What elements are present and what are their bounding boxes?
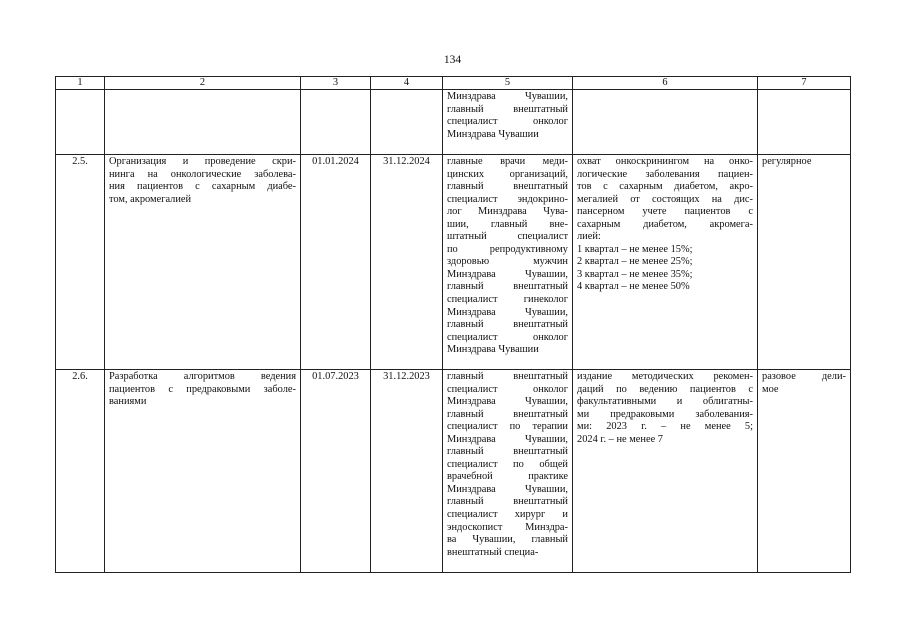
text-line: по репродуктивному [447, 243, 568, 255]
text-line: Минздрава Чувашии, [447, 91, 568, 102]
text-line: Минздрава Чувашии, [447, 268, 568, 280]
row-title [105, 90, 301, 155]
text-line: пациентов с предраковыми заболе- [109, 383, 296, 395]
indicator-list [577, 244, 753, 294]
text-line: главный внештатный [447, 281, 568, 293]
text-line: специалист онколог [447, 116, 568, 128]
text-line: тов с сахарным диабетом, акро- [577, 181, 753, 193]
column-number-1: 1 [56, 77, 105, 90]
text-line: специалист эндокрино- [447, 193, 568, 205]
text-line: Минздрава Чувашии [447, 344, 539, 356]
text-line: мое [762, 383, 779, 395]
text-line: ния пациентов с сахарным диабе- [109, 181, 296, 193]
text-line: ва Чувашии, главный [447, 534, 568, 546]
text-line: издание методических рекомен- [577, 371, 753, 382]
indicator [573, 155, 758, 370]
text-line: даций по ведению пациентов с [577, 383, 753, 395]
text-line: ми предраковыми заболевания- [577, 408, 753, 420]
table-row [56, 90, 851, 155]
text-line: главный внештатный [447, 371, 568, 382]
column-number-5: 5 [443, 77, 573, 90]
text-line: Минздрава Чувашии, [447, 396, 568, 408]
text-line: главный внештатный [447, 103, 568, 115]
column-number-2: 2 [105, 77, 301, 90]
text-line: 2024 г. – не менее 7 [577, 433, 663, 445]
text-line: здоровью мужчин [447, 256, 568, 268]
column-number-7: 7 [758, 77, 851, 90]
row-number [56, 90, 105, 155]
text-line: цинских организаций, [447, 168, 568, 180]
text-line: пансерном учете пациентов с [577, 206, 753, 218]
execution-type [758, 90, 851, 155]
text-line: Минздрава Чувашии [447, 128, 539, 140]
end-date: 31.12.2023 [371, 370, 443, 573]
start-date: 01.07.2023 [301, 370, 371, 573]
text-line: специалист онколог [447, 331, 568, 343]
row-title [105, 370, 301, 573]
text-line: главный внештатный [447, 181, 568, 193]
text-line: мегалией от состоящих на дис- [577, 193, 753, 205]
indicator [573, 370, 758, 573]
text-line: регулярное [762, 156, 812, 167]
text-line: Разработка алгоритмов ведения [109, 371, 296, 382]
page-number: 134 [443, 54, 462, 66]
indicator [573, 90, 758, 155]
row-number: 2.6. [56, 370, 105, 573]
row-number: 2.5. [56, 155, 105, 370]
start-date [301, 90, 371, 155]
text-line: логические заболевания пациен- [577, 168, 753, 180]
indicator-text [577, 156, 753, 244]
column-number-6: 6 [573, 77, 758, 90]
text-line: главные врачи меди- [447, 156, 568, 167]
plan-table [55, 76, 851, 573]
text-line: 4 квартал – не менее 50% [577, 281, 690, 293]
start-date: 01.01.2024 [301, 155, 371, 370]
text-line: специалист гинеколог [447, 294, 568, 306]
text-line: Организация и проведение скри- [109, 156, 296, 167]
column-number-row [56, 77, 851, 90]
text-line: 1 квартал – не менее 15%; [577, 243, 693, 255]
end-date: 31.12.2024 [371, 155, 443, 370]
column-number-4: 4 [371, 77, 443, 90]
text-line: Минздрава Чувашии, [447, 433, 568, 445]
text-line: главный внештатный [447, 446, 568, 458]
text-line: лог Минздрава Чува- [447, 206, 568, 218]
text-line: главный внештатный [447, 408, 568, 420]
table-row [56, 370, 851, 573]
text-line: 3 квартал – не менее 35%; [577, 268, 693, 280]
text-line: главный внештатный [447, 319, 568, 331]
text-line: факультативными и облигатны- [577, 396, 753, 408]
text-line: ми: 2023 г. – не менее 5; [577, 421, 753, 433]
text-line: шии, главный вне- [447, 218, 568, 230]
execution-type [758, 370, 851, 573]
text-line: специалист онколог [447, 383, 568, 395]
execution-type [758, 155, 851, 370]
text-line: разовое дели- [762, 371, 846, 382]
text-line: 2 квартал – не менее 25%; [577, 256, 693, 268]
text-line: главный внештатный [447, 496, 568, 508]
row-title [105, 155, 301, 370]
end-date [371, 90, 443, 155]
text-line: специалист по общей [447, 458, 568, 470]
text-line: ваниями [109, 396, 147, 408]
text-line: том, акромегалией [109, 193, 192, 205]
text-line: сахарным диабетом, акромега- [577, 218, 753, 230]
text-line: штатный специалист [447, 231, 568, 243]
text-line: Минздрава Чувашии, [447, 483, 568, 495]
text-line: специалист хирург и [447, 509, 568, 521]
column-number-3: 3 [301, 77, 371, 90]
text-line: нинга на онкологические заболева- [109, 168, 296, 180]
text-line: лией: [577, 231, 601, 243]
text-line: врачебной практике [447, 471, 568, 483]
text-line: Минздрава Чувашии, [447, 306, 568, 318]
text-line: охват онкоскринингом на онко- [577, 156, 753, 167]
table-row [56, 155, 851, 370]
text-line: эндоскопист Минздра- [447, 521, 568, 533]
responsible [443, 90, 573, 155]
text-line: специалист по терапии [447, 421, 568, 433]
text-line: внештатный специа- [447, 546, 539, 558]
responsible [443, 370, 573, 573]
responsible [443, 155, 573, 370]
